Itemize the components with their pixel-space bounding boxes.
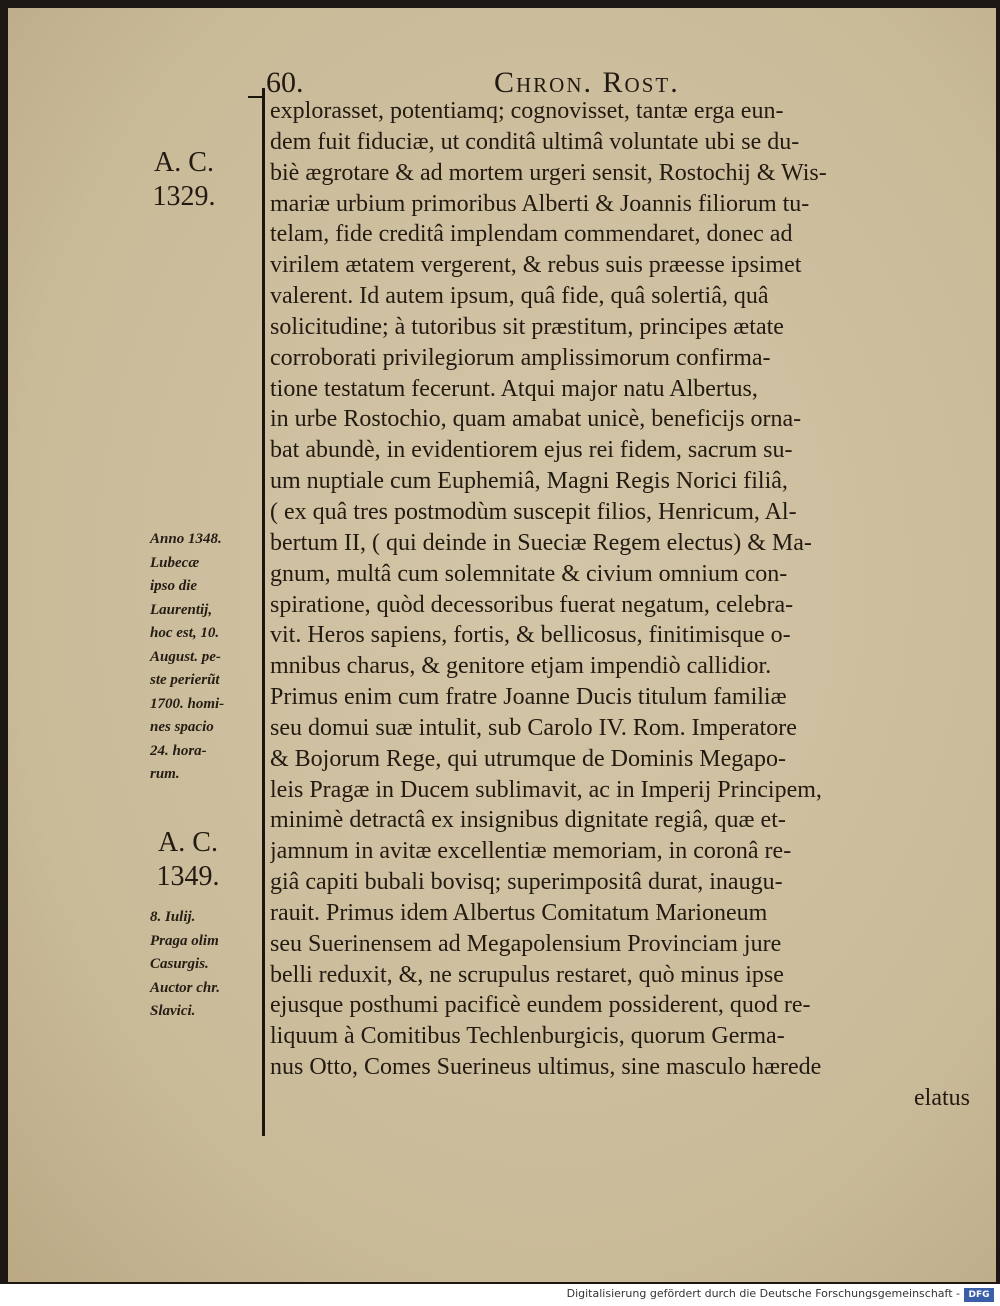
- margin-note-prague: [150, 906, 260, 1024]
- margin-note-line: ste perierũt: [150, 672, 220, 688]
- text-line: giâ capiti bubali bovisq; superimpositâ durat, inaugu-: [270, 869, 783, 896]
- margin-note-line: Slavici.: [150, 1003, 196, 1019]
- text-line: belli reduxit, &, ne scrupulus restaret, quò minus ipse: [270, 961, 784, 988]
- catchword: elatus: [914, 1085, 970, 1111]
- footer-credit: Digitalisierung gefördert durch die Deutsche Forschungsgemeinschaft -: [566, 1287, 960, 1300]
- text-line: telam, fide creditâ implendam commendaret, donec ad: [270, 221, 793, 248]
- margin-date-year-1: 1329.: [152, 181, 216, 212]
- margin-date-year-2: 1349.: [156, 861, 220, 892]
- text-line: dem fuit fiduciæ, ut conditâ ultimâ voluntate ubi se du-: [270, 128, 800, 155]
- text-line: spiratione, quòd decessoribus fuerat negatum, celebra-: [270, 591, 794, 618]
- margin-note-line: hoc est, 10.: [150, 625, 220, 641]
- margin-note-line: Anno 1348.: [150, 531, 222, 547]
- text-line: liquum à Comitibus Techlenburgicis, quorum Germa-: [270, 1023, 785, 1050]
- page-number: 60.: [266, 66, 304, 99]
- text-line: leis Pragæ in Ducem sublimavit, ac in Imperij Principem,: [270, 776, 822, 803]
- footer-bar: [0, 1284, 1000, 1306]
- book-page: [8, 8, 996, 1282]
- text-line: um nuptiale cum Euphemiâ, Magni Regis Norici filiâ,: [270, 468, 788, 495]
- margin-note-line: rum.: [150, 766, 180, 782]
- margin-note-plague: [150, 528, 260, 787]
- text-line: explorasset, potentiamq; cognovisset, tantæ erga eun-: [270, 98, 784, 124]
- text-line: Primus enim cum fratre Joanne Ducis titulum familiæ: [270, 684, 787, 711]
- text-line: seu Suerinensem ad Megapolensium Provinciam jure: [270, 930, 782, 957]
- text-line: gnum, multâ cum solemnitate & civium omnium con-: [270, 560, 788, 587]
- text-line: seu domui suæ intulit, sub Carolo IV. Rom. Imperatore: [270, 714, 797, 741]
- text-line: nus Otto, Comes Suerineus ultimus, sine masculo hærede: [270, 1054, 822, 1081]
- text-line: minimè detractâ ex insignibus dignitate regiâ, quæ et-: [270, 807, 786, 834]
- text-line: virilem ætatem vergerent, & rebus suis præesse ipsimet: [270, 252, 802, 279]
- running-title: Chron. Rost.: [494, 66, 680, 99]
- text-line: vit. Heros sapiens, fortis, & bellicosus, finitimisque o-: [270, 622, 791, 649]
- margin-note-line: ipso die: [150, 578, 198, 594]
- text-line: ejusque posthumi pacificè eundem possiderent, quod re-: [270, 992, 811, 1019]
- text-line: mariæ urbium primoribus Alberti & Joannis filiorum tu-: [270, 190, 810, 217]
- text-line: solicitudine; à tutoribus sit præstitum, principes ætate: [270, 313, 784, 340]
- margin-note-line: Lubecæ: [150, 554, 200, 571]
- margin-note-line: Casurgis.: [150, 956, 209, 972]
- text-line: jamnum in avitæ excellentiæ memoriam, in coronâ re-: [270, 838, 792, 865]
- main-text-block: [270, 96, 978, 1114]
- margin-note-line: nes spacio: [150, 719, 214, 735]
- text-line: tione testatum fecerunt. Atqui major natu Albertus,: [270, 375, 758, 402]
- margin-date-label-2: A. C.: [158, 827, 218, 858]
- margin-rule: [262, 88, 265, 1136]
- margin-note-line: 8. Iulij.: [150, 909, 196, 925]
- text-line: ( ex quâ tres postmodùm suscepit filios, Henricum, Al-: [270, 498, 797, 525]
- margin-note-line: August. pe-: [150, 648, 221, 665]
- text-line: in urbe Rostochio, quam amabat unicè, beneficijs orna-: [270, 406, 802, 433]
- margin-note-line: Auctor chr.: [150, 979, 221, 996]
- dfg-logo-icon: DFG: [964, 1288, 994, 1302]
- text-line: & Bojorum Rege, qui utrumque de Dominis Megapo-: [270, 745, 786, 772]
- margin-note-line: Praga olim: [150, 932, 219, 949]
- margin-note-line: 24. hora-: [150, 742, 207, 759]
- margin-date-label-1: A. C.: [154, 147, 214, 178]
- text-line: corroborati privilegiorum amplissimorum confirma-: [270, 344, 771, 371]
- text-line: mnibus charus, & genitore etjam impendiò callidior.: [270, 653, 772, 680]
- text-line: valerent. Id autem ipsum, quâ fide, quâ solertiâ, quâ: [270, 283, 769, 310]
- text-line: bertum II, ( qui deinde in Sueciæ Regem electus) & Ma-: [270, 529, 812, 556]
- text-line: bat abundè, in evidentiorem ejus rei fidem, sacrum su-: [270, 437, 793, 464]
- margin-note-line: 1700. homi-: [150, 695, 225, 712]
- text-line: rauit. Primus idem Albertus Comitatum Marioneum: [270, 899, 768, 926]
- text-line: biè ægrotare & ad mortem urgeri sensit, Rostochij & Wis-: [270, 159, 827, 186]
- margin-note-line: Laurentij,: [150, 601, 213, 618]
